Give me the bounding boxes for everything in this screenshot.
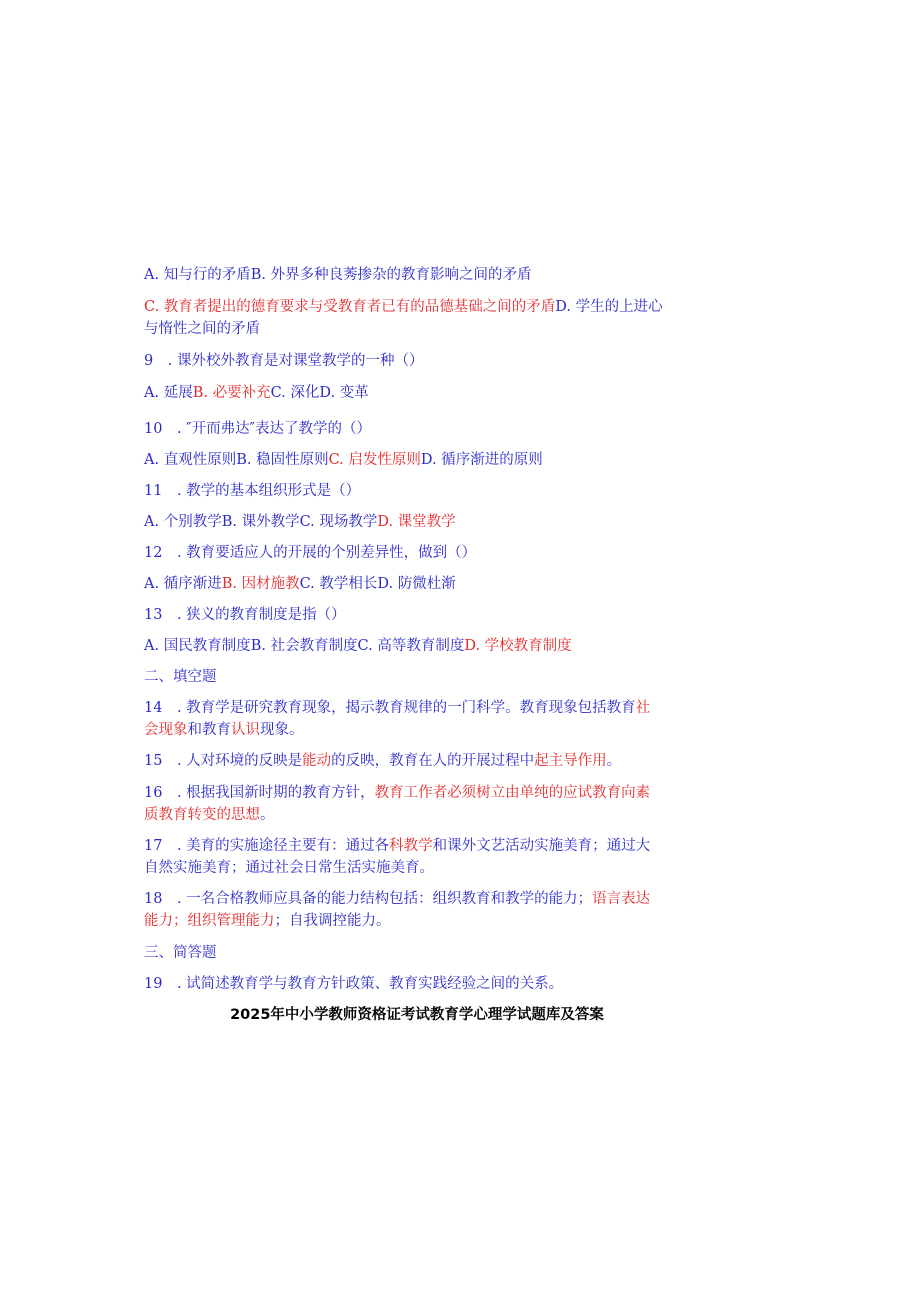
text-line	[144, 573, 456, 595]
text-line	[144, 264, 532, 286]
question-text: A. 国民教育制度B. 社会教育制度C. 高等教育制度	[144, 638, 465, 654]
question-text: A. 循序渐进	[144, 576, 222, 592]
question-text: 19 . 试简述教育学与教育方针政策、教育实践经验之间的关系。	[144, 976, 564, 992]
question-text: 现象。	[260, 722, 304, 738]
text-line	[144, 318, 260, 340]
question-text: A. 直观性原则B. 稳固性原则	[144, 452, 329, 468]
question-text: C. 深化D. 变革	[270, 385, 369, 401]
text-line	[144, 666, 217, 688]
text-line	[144, 511, 456, 533]
text-line	[144, 542, 476, 564]
text-line	[144, 942, 217, 964]
text-line	[144, 910, 391, 932]
question-text: D. 循序渐进的原则	[420, 452, 543, 468]
question-text: 14 . 教育学是研究教育现象，揭示教育规律的一门科学。教育现象包括教育	[144, 700, 636, 716]
text-line	[144, 888, 650, 910]
answer-text: 起主导作用	[534, 753, 607, 769]
text-line	[144, 782, 650, 804]
question-text: 。	[606, 753, 622, 769]
question-text: 三、简答题	[144, 945, 217, 961]
answer-text: D. 学校教育制度	[464, 638, 572, 654]
document-title	[0, 1003, 920, 1024]
document-title-text: 2025年中小学教师资格证考试教育学心理学试题库及答案	[230, 1007, 604, 1023]
answer-text: 社	[635, 700, 651, 716]
question-text: A. 知与行的矛盾B. 外界多种良莠掺杂的教育影响之间的矛盾	[144, 267, 532, 283]
text-line	[144, 604, 346, 626]
text-line	[144, 804, 275, 826]
text-line	[144, 750, 621, 772]
question-text: D. 学生的上进心	[555, 299, 663, 315]
question-text: 9 . 课外校外教育是对课堂教学的一种（）	[144, 353, 424, 369]
question-text: 11 . 教学的基本组织形式是（）	[144, 483, 361, 499]
question-text: 和教育	[187, 722, 231, 738]
answer-text: 能力；组织管理能力	[144, 913, 275, 929]
text-line	[144, 697, 650, 719]
answer-text: 语言表达	[592, 891, 651, 907]
text-line	[144, 296, 663, 318]
answer-text: 认识	[231, 722, 260, 738]
text-line	[144, 418, 371, 440]
text-line	[144, 857, 434, 879]
question-text: 的反映，教育在人的开展过程中	[331, 753, 535, 769]
question-text: ；自我调控能力。	[274, 913, 391, 929]
question-text: 。	[260, 807, 275, 823]
answer-text: B. 必要补充	[192, 385, 271, 401]
text-line	[144, 480, 360, 502]
answer-text: 教育工作者必须树立由单纯的应试教育向素	[374, 785, 651, 801]
question-text: A. 个别教学B. 课外教学C. 现场教学	[144, 514, 378, 530]
text-line	[144, 835, 650, 857]
question-text: 与惰性之间的矛盾	[144, 321, 260, 337]
question-text: 和课外文艺活动实施美育；通过大	[432, 838, 651, 854]
question-text: C. 教学相长D. 防微杜渐	[299, 576, 456, 592]
question-text: 12 . 教育要适应人的开展的个别差异性，做到（）	[144, 545, 477, 561]
question-text: 13 . 狭义的教育制度是指（）	[144, 607, 346, 623]
text-line	[144, 635, 572, 657]
text-line	[144, 382, 369, 404]
question-text: 二、填空题	[144, 669, 217, 685]
question-text: A. 延展	[144, 385, 193, 401]
answer-text: D. 课堂教学	[377, 514, 456, 530]
answer-text: 科教学	[389, 838, 433, 854]
text-line	[144, 449, 543, 471]
question-text: 10 . ″开而弗达″表达了教学的（）	[144, 421, 372, 437]
answer-text: B. 因材施教	[221, 576, 300, 592]
text-line	[144, 719, 304, 741]
answer-text: C. 教育者提出的德育要求与受教育者已有的品德基础之间的矛盾	[144, 299, 556, 315]
answer-text: 会现象	[144, 722, 188, 738]
question-text: 18 . 一名合格教师应具备的能力结构包括：组织教育和教学的能力；	[144, 891, 593, 907]
question-text: 17 . 美育的实施途径主要有：通过各	[144, 838, 390, 854]
question-text: 15 . 人对环境的反映是	[144, 753, 303, 769]
answer-text: 质教育转变的思想	[144, 807, 260, 823]
answer-text: 能动	[302, 753, 332, 769]
text-line	[144, 973, 563, 995]
question-text: 16 . 根据我国新时期的教育方针，	[144, 785, 375, 801]
question-text: 自然实施美育；通过社会日常生活实施美育。	[144, 860, 434, 876]
answer-text: C. 启发性原则	[328, 452, 421, 468]
text-line	[144, 350, 423, 372]
